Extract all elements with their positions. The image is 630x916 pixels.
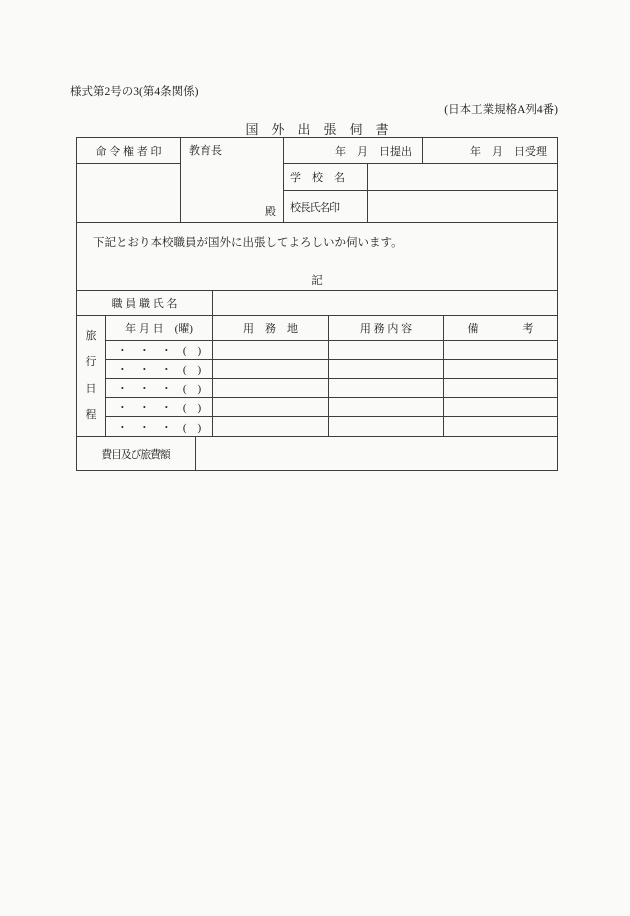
staff-name-row [77,291,557,316]
commander-seal-space [77,164,181,222]
expense-row [77,437,557,470]
approval-header-block [77,138,557,223]
schedule-row-date: ・ ・ ・ ( ) [106,341,213,360]
side-label-char: 行 [85,356,97,369]
column-header-remarks: 備 考 [444,316,557,341]
schedule-row-remarks [444,360,557,379]
staff-name-label: 職 員 職 氏 名 [77,291,213,315]
paper-standard-note: (日本工業規格A列4番) [444,104,558,116]
trip-request-form-table [76,137,558,471]
receive-date-cell: 年 月 日受理 [423,138,557,164]
record-marker: 記 [311,275,323,287]
schedule-row-duty-content [329,341,444,360]
submit-date-cell: 年 月 日提出 [284,138,423,164]
addressee-honorific: 殿 [265,206,276,218]
addressee-name: 教育長 [189,145,222,157]
schedule-row-duty-place [213,398,329,417]
schedule-row-duty-content [329,417,444,436]
schedule-side-label [77,316,106,436]
commander-seal-label: 命 令 権 者 印 [77,138,181,164]
school-name-value [368,164,557,191]
column-header-duty-content: 用 務 内 容 [329,316,444,341]
column-header-duty-place: 用 務 地 [213,316,329,341]
schedule-row-date: ・ ・ ・ ( ) [106,417,213,436]
form-title: 国 外 出 張 伺 書 [245,122,389,137]
form-number: 様式第2号の3(第4条関係) [70,86,199,98]
schedule-row-date: ・ ・ ・ ( ) [106,398,213,417]
schedule-row-remarks [444,341,557,360]
expense-value [196,437,557,470]
schedule-row-duty-content [329,398,444,417]
schedule-row-duty-content [329,360,444,379]
schedule-row-date: ・ ・ ・ ( ) [106,379,213,398]
schedule-row-remarks [444,398,557,417]
column-header-date: 年 月 日 (曜) [106,316,213,341]
schedule-row-remarks [444,417,557,436]
schedule-row-duty-place [213,360,329,379]
schedule-row-duty-content [329,379,444,398]
statement-text: 下記とおり本校職員が国外に出張してよろしいか伺います。 [93,237,403,249]
expense-label: 費 目 及 び 旅 費 額 [77,437,196,470]
addressee-cell [181,138,284,222]
principal-seal-label: 校 長 氏 名 印 [284,191,368,222]
schedule-row-duty-place [213,341,329,360]
statement-block [77,223,557,291]
staff-name-value [213,291,557,315]
side-label-char: 日 [85,382,97,395]
travel-schedule-block [77,316,557,437]
schedule-row-duty-place [213,417,329,436]
principal-seal-value [368,191,557,222]
side-label-char: 旅 [85,330,97,343]
side-label-char: 程 [85,408,97,421]
schedule-row-date: ・ ・ ・ ( ) [106,360,213,379]
school-name-label: 学 校 名 [284,164,368,191]
schedule-row-remarks [444,379,557,398]
schedule-row-duty-place [213,379,329,398]
